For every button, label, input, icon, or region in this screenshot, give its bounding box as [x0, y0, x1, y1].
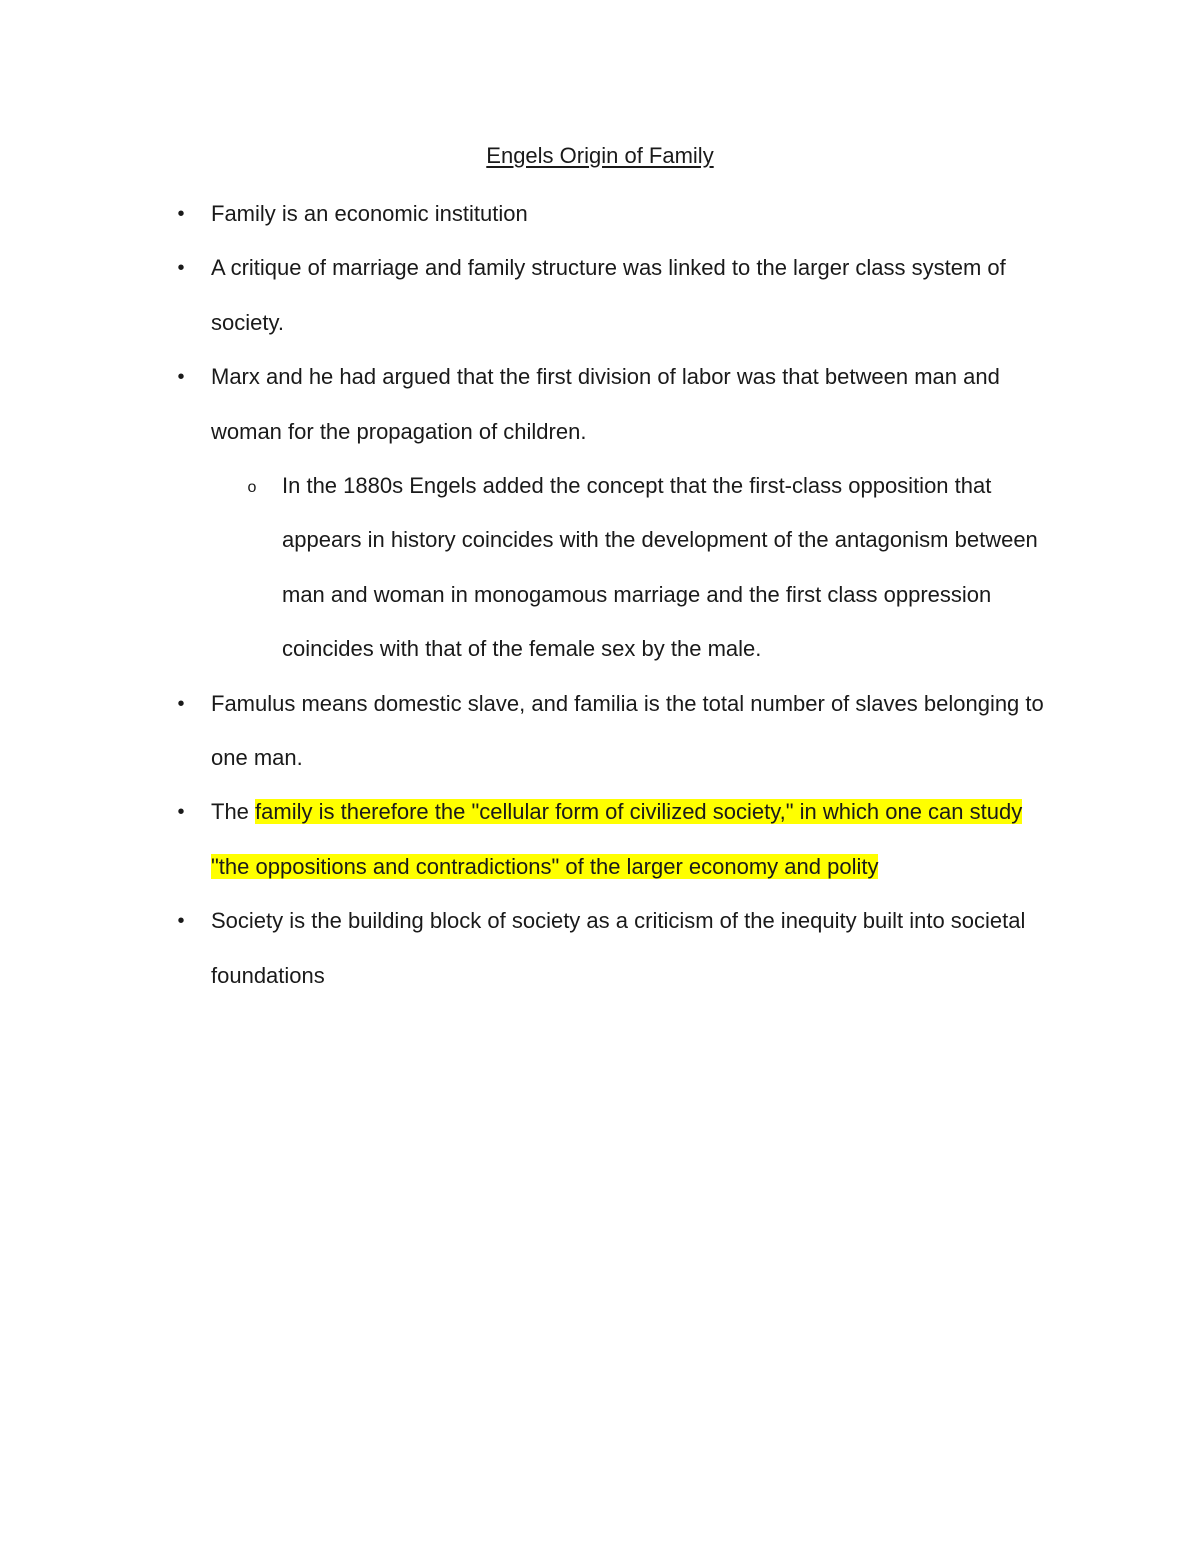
- list-item: [0, 677, 1061, 786]
- highlighted-text: family is therefore the "cellular form of civilized society," in which one can study "the oppositions and contradictions" of the larger economy and polity: [211, 799, 1023, 879]
- list-item-text: Famulus means domestic slave, and familia is the total number of slaves belonging to one man.: [211, 690, 1044, 771]
- list-item: [0, 785, 1061, 894]
- list-item: [0, 241, 1061, 350]
- list-item-text: Marx and he had argued that the first division of labor was that between man and woman for the propagation of children.: [211, 364, 1000, 444]
- bullet-icon: •: [177, 257, 185, 280]
- list-item: [0, 187, 1061, 241]
- sub-list-item: [0, 459, 1052, 677]
- list-item-prefix: The: [211, 799, 256, 825]
- bullet-icon: •: [177, 203, 185, 225]
- bullet-icon: •: [177, 910, 185, 933]
- bullet-icon: •: [177, 692, 185, 715]
- list-item: [0, 350, 1061, 459]
- list-item-text: Family is an economic institution: [211, 201, 528, 226]
- document-title-text: Engels Origin of Family: [486, 143, 714, 168]
- sub-list-item-text: In the 1880s Engels added the concept that the first-class opposition that appears in history coincides with the development of the antagonism between man and woman in monogamous marriage and the first class oppression coincides with that of the female sex by the male.: [282, 473, 1038, 662]
- list-item: [0, 894, 1061, 1003]
- bullet-icon: •: [177, 366, 185, 389]
- sub-bullet-icon: o: [247, 479, 257, 497]
- list-item-text: A critique of marriage and family structure was linked to the larger class system of society.: [211, 255, 1006, 335]
- bullet-list: [0, 187, 1200, 1003]
- bullet-icon: •: [177, 801, 185, 824]
- document-title: [0, 141, 1200, 171]
- list-item-text: Society is the building block of society as a criticism of the inequity built into societal foundations: [211, 908, 1026, 988]
